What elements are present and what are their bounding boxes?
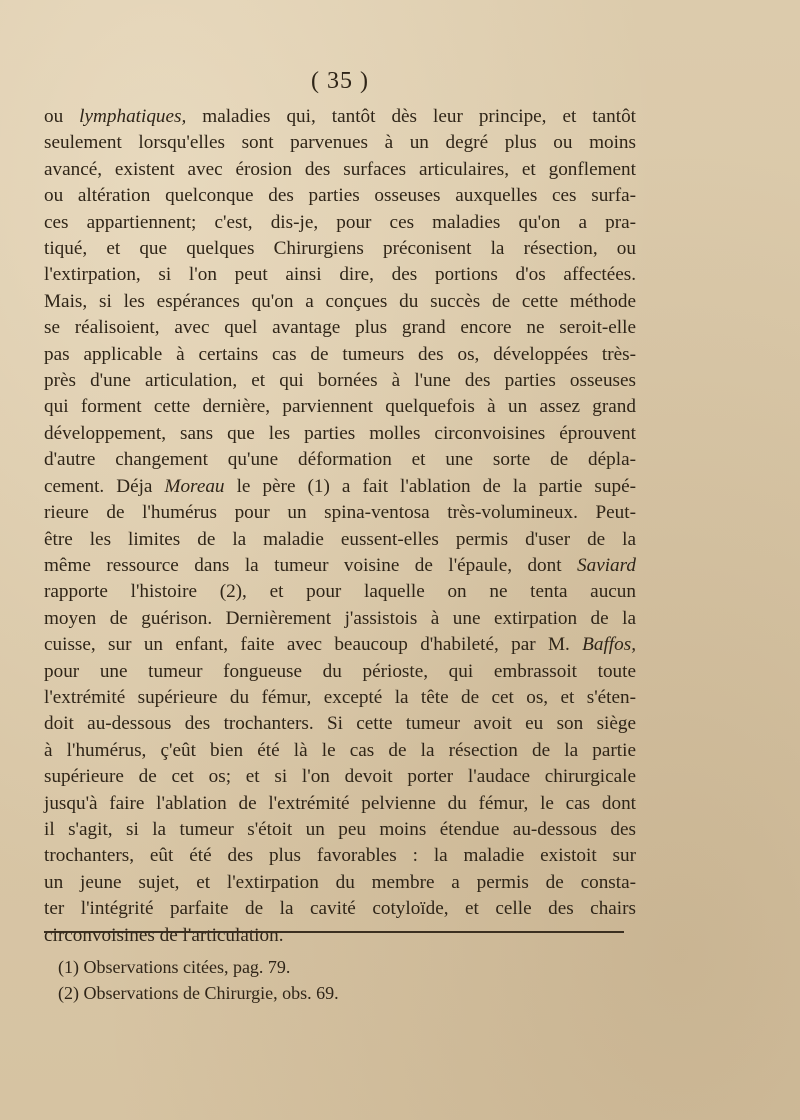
text-line (44, 262, 636, 288)
italic-name: Baffos, (582, 634, 636, 656)
italic-name: Saviard (577, 554, 636, 576)
text-segment: l'extirpation, si l'on peut ainsi dire, des portions d'os affectées. (44, 264, 636, 286)
text-segment: ou altération quelconque des parties osseuses auxquelles ces surfa- (44, 185, 636, 207)
text-segment: se réalisoient, avec quel avantage plus grand encore ne seroit-elle (44, 317, 636, 339)
text-line (44, 632, 636, 658)
text-line (44, 843, 636, 869)
text-segment: supérieure de cet os; et si l'on devoit porter l'audace chirurgicale (44, 766, 636, 788)
text-line (44, 923, 636, 949)
text-segment: près d'une articulation, et qui bornées à l'une des parties osseuses (44, 370, 636, 392)
footnote: (1) Observations citées, pag. 79. (58, 957, 291, 977)
text-segment: développement, sans que les parties molles circonvoisines éprouvent (44, 422, 636, 444)
text-line (44, 606, 636, 632)
text-line (44, 791, 636, 817)
text-segment: un jeune sujet, et l'extirpation du membre a permis de consta- (44, 871, 636, 893)
page-number: ( 35 ) (311, 68, 369, 94)
text-line (44, 447, 636, 473)
italic-name: Moreau (164, 475, 225, 497)
text-line (44, 342, 636, 368)
footnote-rule (44, 931, 624, 933)
footnote: (2) Observations de Chirurgie, obs. 69. (58, 983, 339, 1003)
text-line (44, 368, 636, 394)
text-segment: moyen de guérison. Dernièrement j'assistois à une extirpation de la (44, 607, 636, 629)
text-segment: le père (1) a fait l'ablation de la partie supé- (224, 475, 636, 497)
text-segment: il s'agit, si la tumeur s'étoit un peu moins étendue au-dessous des (44, 818, 636, 840)
text-line (44, 764, 636, 790)
text-segment: cement. Déja (44, 475, 165, 497)
text-segment: rieure de l'humérus pour un spina-ventosa très-volumineux. Peut- (44, 502, 636, 524)
text-segment: seulement lorsqu'elles sont parvenues à un degré plus ou moins (44, 132, 636, 154)
text-segment: tiqué, et que quelques Chirurgiens préconisent la résection, ou (44, 238, 636, 260)
text-segment: Mais, si les espérances qu'on a conçues du succès de cette méthode (44, 290, 636, 312)
text-line (44, 527, 636, 553)
italic-name: lymphatiques, (79, 106, 187, 127)
text-segment: ter l'intégrité parfaite de la cavité cotyloïde, et celle des chairs (44, 898, 636, 920)
text-segment: être les limites de la maladie eussent-elles permis d'user de la (44, 528, 636, 550)
text-segment: d'autre changement qu'une déformation et une sorte de dépla- (44, 449, 636, 471)
text-segment: qui forment cette dernière, parviennent quelquefois à un assez grand (44, 396, 636, 418)
text-line (44, 315, 636, 341)
text-line (44, 685, 636, 711)
text-line (44, 579, 636, 605)
text-line (44, 289, 636, 315)
text-line (44, 210, 636, 236)
text-line (44, 104, 636, 130)
text-segment: à l'humérus, ç'eût bien été là le cas de la résection de la partie (44, 739, 636, 761)
text-line (44, 659, 636, 685)
text-line (44, 870, 636, 896)
body-text (44, 104, 636, 949)
text-line (44, 711, 636, 737)
text-segment: maladies qui, tantôt dès leur principe, et tantôt (186, 106, 636, 127)
text-line (44, 500, 636, 526)
text-segment: trochanters, eût été des plus favorables : la maladie existoit sur (44, 845, 636, 867)
text-segment: ou (44, 106, 80, 127)
text-segment: jusqu'à faire l'ablation de l'extrémité pelvienne du fémur, le cas dont (44, 792, 636, 814)
text-line (44, 236, 636, 262)
text-line (44, 130, 636, 156)
text-segment: doit au-dessous des trochanters. Si cette tumeur avoit eu son siège (44, 713, 636, 735)
text-segment: rapporte l'histoire (2), et pour laquelle on ne tenta aucun (44, 581, 636, 603)
text-segment: l'extrémité supérieure du fémur, excepté la tête de cet os, et s'éten- (44, 686, 636, 708)
footnotes (58, 954, 618, 1006)
text-line (44, 421, 636, 447)
text-segment: cuisse, sur un enfant, faite avec beaucoup d'habileté, par M. (44, 634, 583, 656)
text-line (44, 183, 636, 209)
text-segment: avancé, existent avec érosion des surfaces articulaires, et gonflement (44, 158, 636, 180)
text-line (44, 553, 636, 579)
text-line (44, 817, 636, 843)
text-segment: même ressource dans la tumeur voisine de l'épaule, dont (44, 554, 578, 576)
text-segment: ces appartiennent; c'est, dis-je, pour ces maladies qu'on a pra- (44, 211, 636, 233)
text-line (44, 896, 636, 922)
text-line (44, 394, 636, 420)
text-line (44, 474, 636, 500)
text-line (44, 157, 636, 183)
text-line (44, 738, 636, 764)
text-segment: pas applicable à certains cas de tumeurs des os, développées très- (44, 343, 636, 365)
text-segment: circonvoisines de l'articulation. (44, 924, 284, 946)
text-segment: pour une tumeur fongueuse du périoste, qui embrassoit toute (44, 660, 636, 682)
